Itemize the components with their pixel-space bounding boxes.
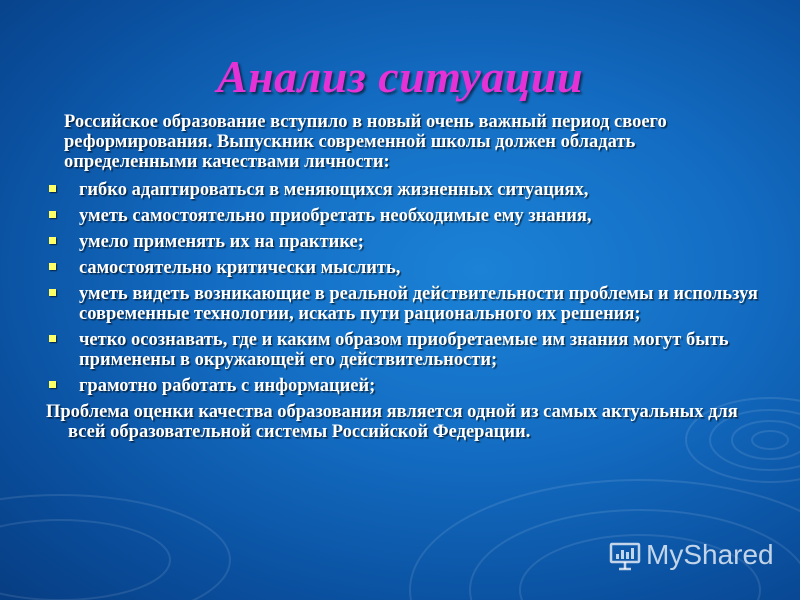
list-item — [46, 376, 770, 396]
list-item-text: самостоятельно критически мыслить, — [79, 258, 401, 278]
square-bullet-icon — [49, 289, 56, 296]
list-item — [46, 258, 770, 278]
list-item-text: четко осознавать, где и каким образом приобретаемые им знания могут быть применены в окружающей его действительности; — [79, 330, 729, 370]
slide-body — [46, 112, 770, 442]
list-item — [46, 284, 770, 324]
list-item — [46, 180, 770, 200]
square-bullet-icon — [49, 185, 56, 192]
qualities-list — [46, 180, 770, 396]
square-bullet-icon — [49, 237, 56, 244]
list-item-text: умело применять их на практике; — [79, 232, 364, 252]
watermark-text: MyShared — [646, 539, 774, 570]
myshared-watermark[interactable] — [608, 538, 774, 572]
square-bullet-icon — [49, 211, 56, 218]
list-item-text: уметь самостоятельно приобретать необходимые ему знания, — [79, 206, 592, 226]
list-item-text: уметь видеть возникающие в реальной действительности проблемы и используя современные технологии, искать пути рационального их решения; — [79, 284, 758, 324]
list-item — [46, 206, 770, 226]
conclusion-paragraph: Проблема оценки качества образования является одной из самых актуальных для всей образовательной системы Российской Федерации. — [46, 402, 738, 442]
square-bullet-icon — [49, 263, 56, 270]
intro-paragraph: Российское образование вступило в новый очень важный период своего реформирования. Выпускник современной школы должен обладать определенными качествами личности: — [64, 112, 667, 172]
slide-title: Анализ ситуации — [216, 51, 584, 102]
list-item — [46, 232, 770, 252]
presentation-board-icon — [608, 539, 642, 571]
square-bullet-icon — [49, 335, 56, 342]
list-item-text: грамотно работать с информацией; — [79, 376, 376, 396]
list-item — [46, 330, 770, 370]
list-item-text: гибко адаптироваться в меняющихся жизненных ситуациях, — [79, 180, 589, 200]
square-bullet-icon — [49, 381, 56, 388]
